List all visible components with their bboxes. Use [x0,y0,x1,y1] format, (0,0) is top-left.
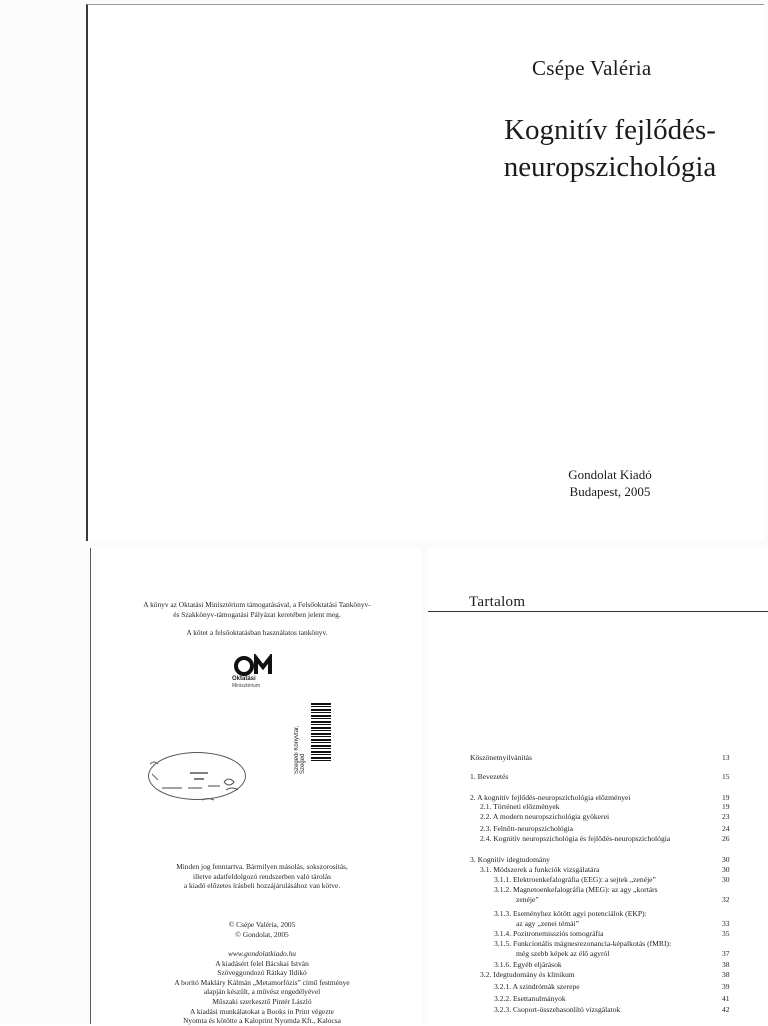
toc-entry: 3. Kognitív idegtudomány [470,855,550,864]
credit-editor: Szöveggondozó Rátkay Ildikó [217,968,307,978]
title-line-2: neuropszichológia [503,151,717,183]
toc-entry: 1. Bevezetés [470,772,509,781]
website-link[interactable]: www.gondolatkiado.hu [227,949,297,958]
toc-entry: 2.4. Kognitív neuropszichológia és fejlődés-neuropszichológia [480,834,671,843]
toc-page-number: 30 [722,875,730,884]
publication-place-year: Budapest, 2005 [569,484,651,499]
toc-page-number: 32 [722,895,730,904]
title-line-1: Kognitív fejlődés- [504,114,716,146]
om-name: Oktatási [232,676,256,682]
toc-entry: 3.1.5. Funkcionális mágnesrezonancia-képalkotás (fMRI): [494,939,672,948]
toc-entry: 3.2.3. Csoport-összehasonlító vizsgálatok [494,1005,621,1014]
toc-entry: 2.1. Történeti előzmények [480,802,560,811]
credit-tech-editor: Műszaki szerkesztő Pintér László [212,996,312,1006]
toc-page-number: 41 [722,994,730,1003]
toc-entry: 2.2. A modern neuropszichológia gyökerei [480,812,610,821]
toc-entry: 2. A kognitív fejlődés-neuropszichológia előzményei [470,793,631,802]
toc-entry: 2.3. Felnőtt-neuropszichológia [480,824,574,833]
toc-entry: még szebb képek az élő agyról [516,949,610,958]
credit-cover-2: alapján készült, a művész engedélyével [203,987,321,997]
credit-publisher: A kiadásért felel Bácskai István [215,958,309,968]
copyright-author: © Csépe Valéria, 2005 [228,920,296,929]
toc-entry: 3.1. Módszerek a funkciók vizsgálatára [480,865,600,874]
toc-page-number: 19 [722,793,730,802]
toc-page-number: 39 [722,982,730,991]
credit-print-prep: A kiadási munkálatokat a Books in Print végezte [190,1006,334,1016]
toc-page-number: 26 [722,834,730,843]
toc-entry: 3.1.2. Magnetoenkefalográfia (MEG): az agy „kortárs [494,885,658,894]
support-line-1: A könyv az Oktatási Minisztérium támogatásával, a Felsőoktatási Tankönyv- [143,600,371,609]
toc-page-number: 30 [722,855,730,864]
toc-entry: 3.2.1. A szindrómák szerepe [494,982,580,991]
approved-note: A kötet a felsőoktatásban használatos tankönyv. [186,628,328,637]
toc-entry: 3.2.2. Esettanulmányok [494,994,566,1003]
om-subtitle: Minisztérium [232,683,261,689]
toc-page-number: 24 [722,824,730,833]
toc-page-number: 38 [722,970,730,979]
toc-page-number: 15 [722,772,730,781]
toc-entry: 3.1.1. Elektroenkefalográfia (EEG): a sejtek „zenéje” [494,875,656,884]
copyright-publisher: © Gondolat, 2005 [235,929,289,939]
toc-entry: 3.1.3. Eseményhez kötött agyi potenciálok (EKP): [494,909,647,918]
toc-page-number: 35 [722,929,730,938]
toc-page-number: 30 [722,865,730,874]
rights-line-2: illetve adatfeldolgozó rendszerben való tárolás [193,871,331,881]
toc-page-number: 37 [722,949,730,958]
publisher-name: Gondolat Kiadó [568,467,652,482]
toc-page-number: 23 [722,812,730,821]
toc-page-number: 19 [722,802,730,811]
support-line-2: és Szakkönyv-támogatási Pályázat keretében jelent meg. [173,609,341,619]
toc-entry: zenéje” [516,895,539,904]
rights-line-3: a kiadó előzetes írásbeli hozzájárulásához van kötve. [183,881,341,891]
library-stamp-text: Szegedi Könyvtár, Szeged [294,725,306,774]
toc-page-number: 33 [722,919,730,928]
author-name: Csépe Valéria [532,56,652,80]
toc-entry: Köszönetnyilvánítás [470,753,533,762]
rights-line-1: Minden jog fenntartva. Bármilyen másolás, sokszorosítás, [176,862,348,871]
toc-entry: 3.2. Idegtudomány és klinikum [480,970,575,979]
toc-entry: 3.1.6. Egyéb eljárások [494,960,562,969]
toc-page-number: 38 [722,960,730,969]
toc-entry: 3.1.4. Pozitronemissziós tomográfia [494,929,604,938]
toc-page-number: 42 [722,1005,730,1014]
toc-page-number: 13 [722,753,730,762]
contents-heading: Tartalom [469,594,526,610]
credit-cover-1: A borító Makláry Kálmán „Metamorfózis” című festménye [174,977,350,987]
toc-entry: az agy „zenei témái” [516,919,580,928]
credit-printing: Nyomta és kötötte a Kaloprint Nyomda Kft., Kalocsa [183,1016,341,1026]
